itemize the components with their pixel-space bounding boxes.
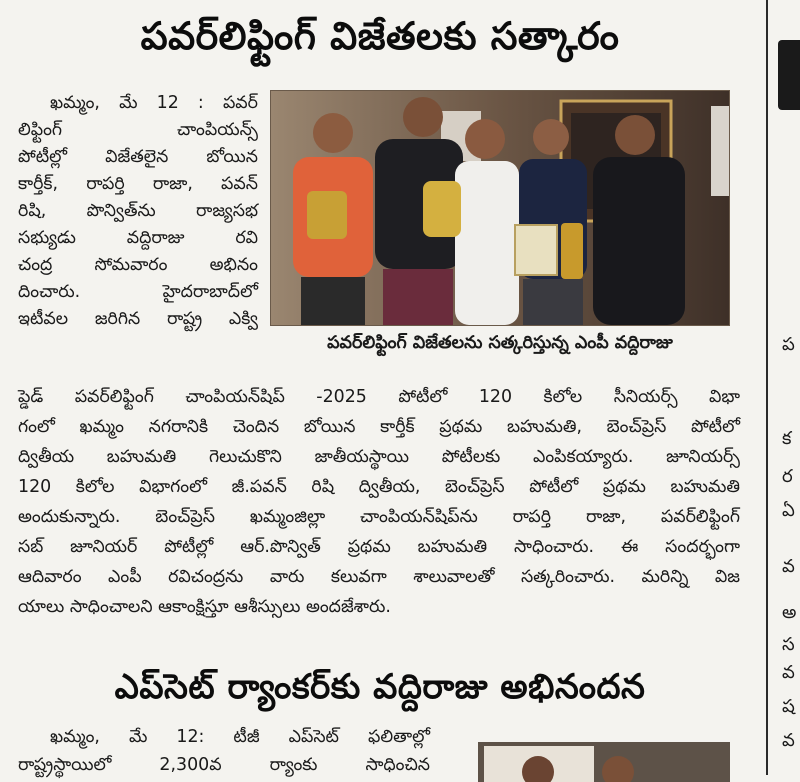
body-text-line: చంద్ర సోమవారం అభినం <box>18 255 258 275</box>
adjacent-text-char: వ <box>782 730 795 751</box>
adjacent-text-char: అ <box>782 602 797 623</box>
body-text-line: పోటీల్లో విజేతలైన బోయిన <box>18 147 258 167</box>
body-text-line: ఖమ్మం, మే 12: టీజీ ఎప్‌సెట్ ఫలితాల్లో <box>50 727 430 747</box>
article-headline: ఎప్‌సెట్ ర్యాంకర్‌కు వద్దిరాజు అభినందన <box>114 667 646 707</box>
body-text-line: రిషి, పొన్విత్‌ను రాజ్యసభ <box>18 201 258 221</box>
body-text-line: కార్తీక్, రాపర్తి రాజా, పవన్ <box>18 174 258 194</box>
photo-caption: పవర్‌లిఫ్టింగ్ విజేతలను సత్కరిస్తున్న ఎంపీ వద్దిరాజు <box>327 333 673 353</box>
adjacent-headline-fragment <box>778 40 800 110</box>
body-text-line: దించారు. హైదరాబాద్‌లో <box>18 282 258 302</box>
adjacent-text-char: ప <box>782 334 795 355</box>
body-text-line: రాష్ట్రస్థాయిలో 2,300వ ర్యాంకు సాధించిన <box>18 755 430 775</box>
body-text-line: ద్వితీయ బహుమతి గెలుచుకొని జాతీయస్థాయి పోటీలకు ఎంపికయ్యారు. జూనియర్స్ <box>18 447 740 467</box>
adjacent-text-char: ఏ <box>782 500 795 521</box>
adjacent-text-char: వ <box>782 556 795 577</box>
article-headline: పవర్‌లిఫ్టింగ్ విజేతలకు సత్కారం <box>140 14 620 58</box>
body-text-line: 120 కిలోల విభాగంలో జీ.పవన్ రిషి ద్వితీయ, బెంచ్‌ప్రెస్ పోటీలో ప్రథమ బహుమతి <box>18 477 740 497</box>
adjacent-text-char: ష <box>782 696 795 717</box>
body-text-line: అందుకున్నారు. బెంచ్‌ప్రెస్ ఖమ్మంజిల్లా చాంపియన్‌షిప్‌ను రాపర్తి రాజా, పవర్‌లిఫ్టింగ్ <box>18 507 740 527</box>
body-text-line: గంలో ఖమ్మం నగరానికి చెందిన బోయిన కార్తీక్ ప్రథమ బహుమతి, బెంచ్‌ప్రెస్ పోటీలో <box>18 417 740 437</box>
adjacent-text-char: స <box>782 634 795 655</box>
photo-image <box>478 742 730 782</box>
body-text-line: ఖమ్మం, మే 12 : పవర్ <box>50 93 258 113</box>
body-text-line: లిఫ్టింగ్ చాంపియన్స్ <box>18 120 258 140</box>
photo-image <box>271 91 729 325</box>
body-text-line: ప్డెడ్ పవర్‌లిఫ్టింగ్ చాంపియన్‌షిప్ -2025 పోటీలో 120 కిలోల సీనియర్స్ విభా <box>18 387 740 407</box>
body-text-line: సభ్యుడు వద్దిరాజు రవి <box>18 228 258 248</box>
body-text-line: ఇటీవల జరిగిన రాష్ట్ర ఎక్వి <box>18 309 258 329</box>
adjacent-column-fragment <box>774 0 800 775</box>
body-text-line: యాలు సాధించాలని ఆకాంక్షిస్తూ ఆశీస్సులు అందజేశారు. <box>18 597 391 617</box>
adjacent-text-char: క <box>782 428 792 449</box>
news-photo-award-ceremony <box>270 90 730 326</box>
adjacent-text-char: వ <box>782 662 795 683</box>
column-divider <box>766 0 768 775</box>
body-text-line: ఆదివారం ఎంపీ రవిచంద్రను వారు కలువగా శాలువాలతో సత్కరించారు. మరిన్ని విజ <box>18 567 740 587</box>
body-text-line: సబ్ జూనియర్ పోటీల్లో ఆర్.పొన్విత్ ప్రథమ బహుమతి సాధించారు. ఈ సందర్భంగా <box>18 537 740 557</box>
adjacent-text-char: ర <box>782 466 793 487</box>
news-photo-ranker <box>478 742 730 782</box>
